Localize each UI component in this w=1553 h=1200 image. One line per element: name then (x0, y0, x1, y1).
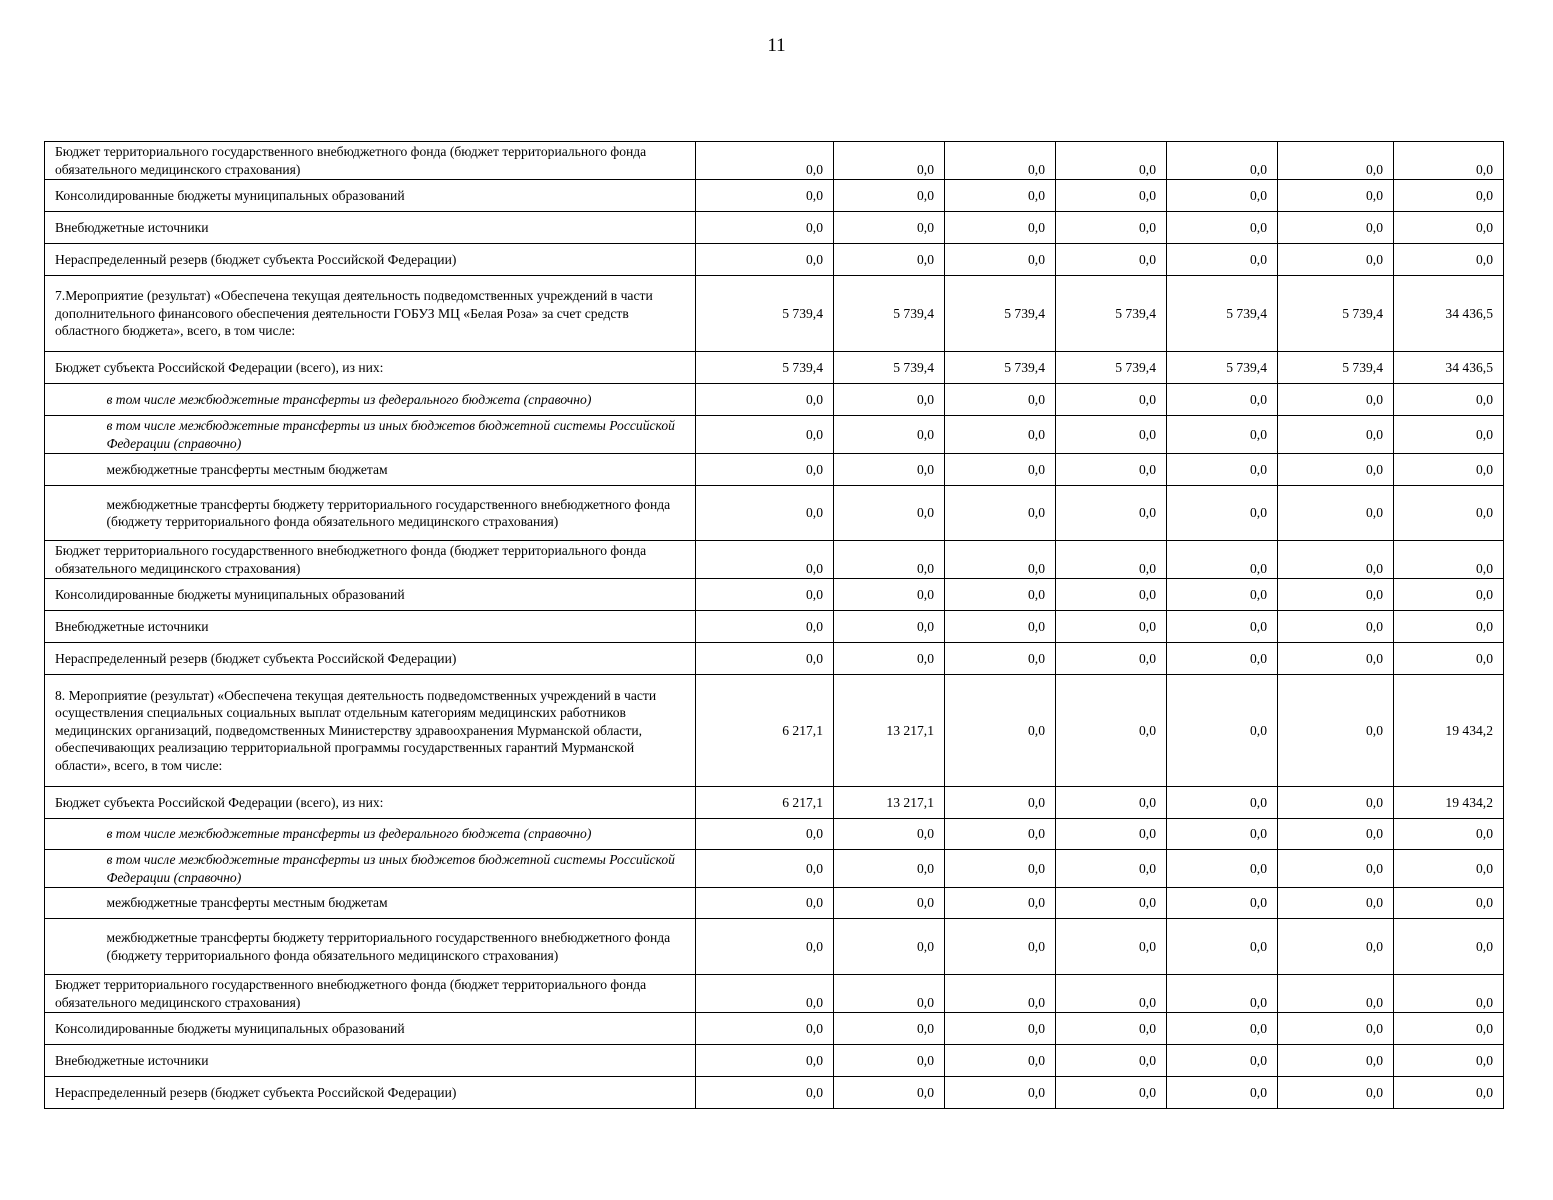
indent-cell (45, 416, 71, 454)
table-row (45, 850, 1504, 888)
row-label: в том числе межбюджетные трансферты из иных бюджетов бюджетной системы Российской Федерации (справочно) (71, 416, 696, 454)
row-year-value: 0,0 (834, 384, 945, 416)
row-year-value: 0,0 (1056, 1045, 1167, 1077)
row-total-value: 19 434,2 (1394, 787, 1504, 819)
row-year-value: 0,0 (1056, 611, 1167, 643)
row-total-value: 0,0 (1394, 611, 1504, 643)
row-year-value: 0,0 (1278, 850, 1394, 888)
row-year-value: 0,0 (834, 643, 945, 675)
row-year-value: 0,0 (834, 888, 945, 919)
row-label: межбюджетные трансферты местным бюджетам (71, 888, 696, 919)
row-year-value: 0,0 (1278, 212, 1394, 244)
row-total-value: 0,0 (1394, 180, 1504, 212)
row-year-value: 0,0 (1278, 819, 1394, 850)
row-total-value: 0,0 (1394, 643, 1504, 675)
row-year-value: 5 739,4 (1056, 352, 1167, 384)
row-year-value: 0,0 (1056, 416, 1167, 454)
row-year-value: 0,0 (834, 611, 945, 643)
row-label: 8. Мероприятие (результат) «Обеспечена текущая деятельность подведомственных учреждений в части осуществления специальных социальных выплат отдельным категориям медицинских работников медицинских организаций, подведомственных Министерству здравоохранения Мурманской области, обеспечивающих реализацию территориальной программы государственных гарантий Мурманской области», всего, в том числе: (45, 675, 696, 787)
row-year-value: 0,0 (1056, 486, 1167, 541)
row-year-value: 0,0 (696, 454, 834, 486)
row-year-value: 0,0 (1056, 675, 1167, 787)
row-year-value: 0,0 (945, 611, 1056, 643)
row-label: Консолидированные бюджеты муниципальных образований (45, 579, 696, 611)
row-year-value: 0,0 (1278, 142, 1394, 180)
row-year-value: 0,0 (834, 850, 945, 888)
table-row (45, 1077, 1504, 1109)
row-year-value: 0,0 (696, 244, 834, 276)
row-year-value: 6 217,1 (696, 675, 834, 787)
row-label: межбюджетные трансферты бюджету территориального государственного внебюджетного фонда (бюджету территориального фонда обязательного медицинского страхования) (71, 919, 696, 975)
row-year-value: 0,0 (1278, 416, 1394, 454)
row-label: Бюджет субъекта Российской Федерации (всего), из них: (45, 352, 696, 384)
row-year-value: 0,0 (834, 142, 945, 180)
row-year-value: 5 739,4 (945, 276, 1056, 352)
row-year-value: 0,0 (945, 888, 1056, 919)
row-label: Бюджет территориального государственного внебюджетного фонда (бюджет территориального фонда обязательного медицинского страхования) (45, 541, 696, 579)
row-label: Консолидированные бюджеты муниципальных образований (45, 180, 696, 212)
row-year-value: 0,0 (696, 850, 834, 888)
table-row (45, 643, 1504, 675)
table-row (45, 611, 1504, 643)
table-row (45, 579, 1504, 611)
table-row (45, 244, 1504, 276)
row-year-value: 0,0 (696, 975, 834, 1013)
row-total-value: 34 436,5 (1394, 352, 1504, 384)
row-year-value: 0,0 (834, 244, 945, 276)
row-year-value: 0,0 (1278, 787, 1394, 819)
indent-cell (45, 850, 71, 888)
row-year-value: 5 739,4 (1278, 276, 1394, 352)
row-year-value: 0,0 (834, 579, 945, 611)
row-year-value: 0,0 (834, 416, 945, 454)
row-year-value: 0,0 (1278, 643, 1394, 675)
row-year-value: 0,0 (1167, 180, 1278, 212)
row-year-value: 0,0 (696, 1045, 834, 1077)
row-year-value: 0,0 (1278, 579, 1394, 611)
row-year-value: 0,0 (696, 142, 834, 180)
table-row (45, 787, 1504, 819)
row-year-value: 0,0 (1056, 579, 1167, 611)
indent-cell (45, 919, 71, 975)
row-year-value: 5 739,4 (1167, 276, 1278, 352)
row-year-value: 0,0 (1056, 819, 1167, 850)
row-total-value: 0,0 (1394, 486, 1504, 541)
row-year-value: 0,0 (1278, 611, 1394, 643)
row-year-value: 6 217,1 (696, 787, 834, 819)
row-year-value: 0,0 (1167, 1077, 1278, 1109)
row-year-value: 0,0 (696, 486, 834, 541)
row-label: межбюджетные трансферты бюджету территориального государственного внебюджетного фонда (бюджету территориального фонда обязательного медицинского страхования) (71, 486, 696, 541)
table-row (45, 212, 1504, 244)
row-year-value: 0,0 (945, 416, 1056, 454)
row-year-value: 0,0 (945, 486, 1056, 541)
row-year-value: 0,0 (1167, 675, 1278, 787)
table-row (45, 819, 1504, 850)
table-row (45, 975, 1504, 1013)
row-year-value: 0,0 (696, 611, 834, 643)
row-label: межбюджетные трансферты местным бюджетам (71, 454, 696, 486)
row-label: 7.Мероприятие (результат) «Обеспечена текущая деятельность подведомственных учреждений в части дополнительного финансового обеспечения деятельности ГОБУЗ МЦ «Белая Роза» за счет средств областного бюджета», всего, в том числе: (45, 276, 696, 352)
row-label: Нераспределенный резерв (бюджет субъекта Российской Федерации) (45, 244, 696, 276)
row-year-value: 0,0 (1278, 244, 1394, 276)
table-row (45, 384, 1504, 416)
row-year-value: 0,0 (1056, 643, 1167, 675)
row-year-value: 0,0 (1056, 975, 1167, 1013)
table-row (45, 919, 1504, 975)
row-year-value: 0,0 (1278, 454, 1394, 486)
row-year-value: 0,0 (945, 212, 1056, 244)
row-year-value: 0,0 (945, 850, 1056, 888)
row-year-value: 13 217,1 (834, 787, 945, 819)
row-total-value: 0,0 (1394, 212, 1504, 244)
table-row (45, 541, 1504, 579)
row-year-value: 0,0 (696, 541, 834, 579)
row-year-value: 0,0 (1278, 675, 1394, 787)
row-year-value: 0,0 (1167, 975, 1278, 1013)
row-year-value: 5 739,4 (945, 352, 1056, 384)
table-row (45, 142, 1504, 180)
row-total-value: 0,0 (1394, 1045, 1504, 1077)
table-body (45, 142, 1504, 1109)
table-row (45, 416, 1504, 454)
indent-cell (45, 486, 71, 541)
row-year-value: 0,0 (834, 1077, 945, 1109)
row-year-value: 0,0 (834, 180, 945, 212)
row-year-value: 0,0 (1167, 643, 1278, 675)
row-year-value: 0,0 (696, 212, 834, 244)
row-total-value: 0,0 (1394, 384, 1504, 416)
row-total-value: 0,0 (1394, 416, 1504, 454)
page-number: 11 (767, 35, 786, 56)
row-year-value: 0,0 (696, 416, 834, 454)
row-year-value: 0,0 (1167, 787, 1278, 819)
row-year-value: 0,0 (696, 888, 834, 919)
row-total-value: 0,0 (1394, 454, 1504, 486)
row-label: Внебюджетные источники (45, 611, 696, 643)
row-year-value: 0,0 (945, 244, 1056, 276)
row-year-value: 0,0 (945, 975, 1056, 1013)
row-year-value: 0,0 (945, 579, 1056, 611)
row-label: в том числе межбюджетные трансферты из федерального бюджета (справочно) (71, 384, 696, 416)
row-year-value: 0,0 (945, 454, 1056, 486)
row-label: Консолидированные бюджеты муниципальных образований (45, 1013, 696, 1045)
row-year-value: 0,0 (1167, 611, 1278, 643)
row-year-value: 0,0 (1167, 541, 1278, 579)
row-year-value: 5 739,4 (1056, 276, 1167, 352)
row-label: Внебюджетные источники (45, 1045, 696, 1077)
row-year-value: 0,0 (945, 384, 1056, 416)
row-year-value: 13 217,1 (834, 675, 945, 787)
row-year-value: 0,0 (696, 819, 834, 850)
row-year-value: 0,0 (945, 919, 1056, 975)
row-year-value: 0,0 (1056, 212, 1167, 244)
row-year-value: 0,0 (1278, 486, 1394, 541)
row-year-value: 0,0 (945, 675, 1056, 787)
row-year-value: 0,0 (1056, 142, 1167, 180)
row-year-value: 0,0 (1167, 888, 1278, 919)
row-year-value: 0,0 (1167, 819, 1278, 850)
row-total-value: 19 434,2 (1394, 675, 1504, 787)
indent-cell (45, 819, 71, 850)
row-label: Бюджет территориального государственного внебюджетного фонда (бюджет территориального фонда обязательного медицинского страхования) (45, 975, 696, 1013)
row-label: Бюджет территориального государственного внебюджетного фонда (бюджет территориального фонда обязательного медицинского страхования) (45, 142, 696, 180)
row-total-value: 0,0 (1394, 1077, 1504, 1109)
row-year-value: 0,0 (834, 819, 945, 850)
row-year-value: 0,0 (1056, 850, 1167, 888)
row-year-value: 0,0 (1056, 1013, 1167, 1045)
row-label: Внебюджетные источники (45, 212, 696, 244)
row-year-value: 0,0 (1056, 1077, 1167, 1109)
row-year-value: 0,0 (834, 975, 945, 1013)
row-total-value: 0,0 (1394, 541, 1504, 579)
row-total-value: 0,0 (1394, 1013, 1504, 1045)
row-year-value: 5 739,4 (696, 276, 834, 352)
row-label: Бюджет субъекта Российской Федерации (всего), из них: (45, 787, 696, 819)
row-year-value: 0,0 (696, 180, 834, 212)
row-total-value: 0,0 (1394, 888, 1504, 919)
row-year-value: 0,0 (1167, 212, 1278, 244)
row-year-value: 0,0 (1167, 1045, 1278, 1077)
table-row (45, 486, 1504, 541)
row-total-value: 0,0 (1394, 819, 1504, 850)
row-year-value: 0,0 (945, 787, 1056, 819)
row-label: Нераспределенный резерв (бюджет субъекта Российской Федерации) (45, 1077, 696, 1109)
table-row (45, 180, 1504, 212)
row-year-value: 0,0 (834, 919, 945, 975)
row-year-value: 0,0 (1278, 180, 1394, 212)
row-year-value: 0,0 (1167, 454, 1278, 486)
row-year-value: 0,0 (1056, 244, 1167, 276)
row-year-value: 0,0 (1056, 541, 1167, 579)
row-total-value: 0,0 (1394, 142, 1504, 180)
row-year-value: 0,0 (945, 541, 1056, 579)
row-total-value: 0,0 (1394, 850, 1504, 888)
row-year-value: 0,0 (1278, 1045, 1394, 1077)
row-year-value: 0,0 (1278, 919, 1394, 975)
row-year-value: 0,0 (1167, 244, 1278, 276)
row-year-value: 0,0 (1278, 384, 1394, 416)
row-year-value: 0,0 (834, 541, 945, 579)
row-year-value: 0,0 (1056, 384, 1167, 416)
row-total-value: 0,0 (1394, 579, 1504, 611)
row-year-value: 0,0 (1167, 416, 1278, 454)
table-row (45, 276, 1504, 352)
row-year-value: 0,0 (834, 486, 945, 541)
table-row (45, 352, 1504, 384)
row-year-value: 5 739,4 (834, 352, 945, 384)
row-year-value: 0,0 (1278, 541, 1394, 579)
row-year-value: 0,0 (1167, 486, 1278, 541)
table-row (45, 454, 1504, 486)
indent-cell (45, 384, 71, 416)
table-row (45, 1045, 1504, 1077)
row-total-value: 0,0 (1394, 244, 1504, 276)
row-year-value: 5 739,4 (1167, 352, 1278, 384)
row-year-value: 0,0 (696, 1013, 834, 1045)
row-year-value: 0,0 (696, 1077, 834, 1109)
table-row (45, 675, 1504, 787)
row-label: в том числе межбюджетные трансферты из иных бюджетов бюджетной системы Российской Федерации (справочно) (71, 850, 696, 888)
table-row (45, 1013, 1504, 1045)
row-year-value: 0,0 (945, 1013, 1056, 1045)
row-year-value: 0,0 (945, 1045, 1056, 1077)
indent-cell (45, 888, 71, 919)
table-row (45, 888, 1504, 919)
row-year-value: 0,0 (1167, 850, 1278, 888)
row-year-value: 0,0 (1056, 454, 1167, 486)
row-year-value: 0,0 (1167, 1013, 1278, 1045)
row-year-value: 5 739,4 (1278, 352, 1394, 384)
row-year-value: 0,0 (945, 142, 1056, 180)
indent-cell (45, 454, 71, 486)
row-year-value: 0,0 (1056, 919, 1167, 975)
row-year-value: 0,0 (1167, 579, 1278, 611)
row-year-value: 0,0 (834, 212, 945, 244)
budget-table (44, 141, 1504, 1109)
row-year-value: 0,0 (834, 1013, 945, 1045)
row-year-value: 0,0 (696, 919, 834, 975)
row-year-value: 0,0 (1278, 1077, 1394, 1109)
row-year-value: 0,0 (945, 643, 1056, 675)
row-year-value: 0,0 (696, 384, 834, 416)
row-year-value: 0,0 (834, 454, 945, 486)
row-total-value: 0,0 (1394, 919, 1504, 975)
row-year-value: 0,0 (945, 819, 1056, 850)
row-year-value: 0,0 (696, 579, 834, 611)
row-year-value: 0,0 (1056, 787, 1167, 819)
row-year-value: 0,0 (696, 643, 834, 675)
row-label: Нераспределенный резерв (бюджет субъекта Российской Федерации) (45, 643, 696, 675)
row-label: в том числе межбюджетные трансферты из федерального бюджета (справочно) (71, 819, 696, 850)
row-year-value: 5 739,4 (696, 352, 834, 384)
row-year-value: 0,0 (945, 180, 1056, 212)
row-year-value: 0,0 (1278, 975, 1394, 1013)
row-total-value: 34 436,5 (1394, 276, 1504, 352)
row-year-value: 0,0 (945, 1077, 1056, 1109)
row-year-value: 0,0 (1167, 919, 1278, 975)
row-total-value: 0,0 (1394, 975, 1504, 1013)
row-year-value: 5 739,4 (834, 276, 945, 352)
row-year-value: 0,0 (1278, 888, 1394, 919)
row-year-value: 0,0 (1278, 1013, 1394, 1045)
row-year-value: 0,0 (834, 1045, 945, 1077)
row-year-value: 0,0 (1056, 888, 1167, 919)
row-year-value: 0,0 (1056, 180, 1167, 212)
row-year-value: 0,0 (1167, 384, 1278, 416)
row-year-value: 0,0 (1167, 142, 1278, 180)
